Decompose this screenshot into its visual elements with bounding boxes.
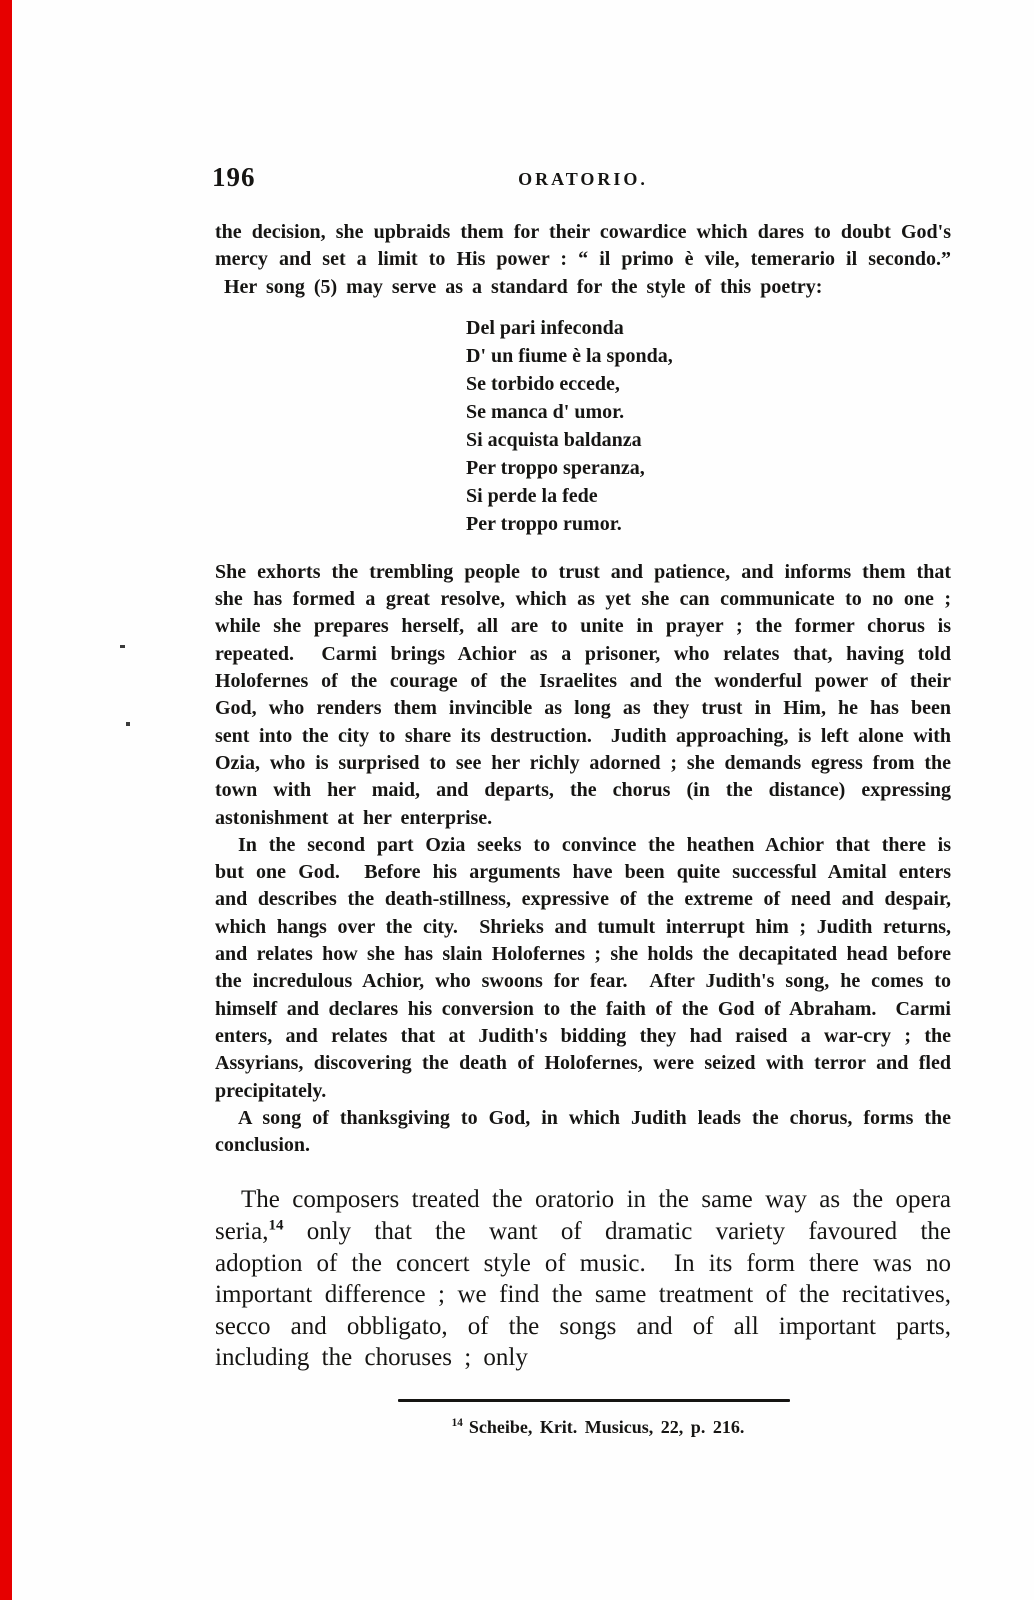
verse-line: Del pari infeconda [466, 316, 624, 339]
scan-edge-bar [0, 0, 12, 1600]
scan-speck [126, 722, 130, 726]
text-column [215, 219, 951, 1438]
paragraph-synopsis-2: In the second part Ozia seeks to convince the heathen Achior that there is but one God. Before his arguments have been quite successful Amital enters and describes the death-stillness, expressive of the extreme of need and despair, which hangs over the city. Shrieks and tumult interrupt him ; Judith returns, and relates how she has slain Holofernes ; she holds the decapitated head before the incredulous Achior, who swoons for fear. After Judith's song, he comes to himself and declares his conversion to the faith of the God of Abraham. Carmi enters, and relates that at Judith's bidding they had raised a war-cry ; the Assyrians, discovering the death of Holofernes, were seized with terror and fled precipitately. [215, 833, 951, 1102]
verse-line: Per troppo rumor. [466, 512, 622, 535]
running-header: ORATORIO. [518, 169, 648, 189]
verse-line: Se torbido eccede, [466, 372, 620, 395]
scan-speck [120, 645, 125, 648]
verse-line: D' un fiume è la sponda, [466, 344, 673, 367]
paragraph-synopsis-3: A song of thanksgiving to God, in which Judith leads the chorus, forms the conclusion. [215, 1106, 951, 1157]
footnote-number: 14 [451, 1416, 463, 1429]
paragraph-synopsis-1: She exhorts the trembling people to trust and patience, and informs them that she has formed a great resolve, which as yet she can communicate to no one ; while she prepares herself, all are to unite in prayer ; the former chorus is repeated. Carmi brings Achior as a prisoner, who relates that, having told Holofernes of the courage of the Israelites and the wonderful power of their God, who renders them invincible as long as they trust in Him, he has been sent into the city to share its destruction. Judith approaching, is left alone with Ozia, who is surprised to see her richly adorned ; she demands egress from the town with her maid, and departs, the chorus (in the distance) expressing astonishment at her enterprise. [215, 560, 951, 829]
page-number: 196 [212, 162, 256, 192]
verse-line: Si perde la fede [466, 484, 598, 507]
verse-line: Per troppo speranza, [466, 456, 645, 479]
main-text-segment: only that the want of dramatic variety favoured the adoption of the concert style of music. In its form there was no important difference ; we find the same treatment of the recitatives, secco and obbligato, of the songs and of all important parts, including the choruses ; only [215, 1218, 951, 1372]
verse-block [215, 314, 951, 538]
main-text-segment: The composers treated the oratorio in the same way as the opera seria, [215, 1186, 951, 1246]
verse-line: Se manca d' umor. [466, 400, 625, 423]
footnote [398, 1417, 798, 1438]
footnote-reference: 14 [268, 1217, 284, 1234]
paragraph-main-text [215, 1184, 951, 1374]
footnote-text: Scheibe, Krit. Musicus, 22, p. 216. [468, 1416, 745, 1437]
footnote-divider [398, 1399, 790, 1402]
paragraph-continuation: the decision, she upbraids them for their cowardice which dares to doubt God's mercy and set a limit to His power : “ il primo è vile, temerario il secondo.” Her song (5) may serve as a standard for the style of this poetry: [215, 221, 951, 298]
verse-line: Si acquista baldanza [466, 428, 642, 451]
